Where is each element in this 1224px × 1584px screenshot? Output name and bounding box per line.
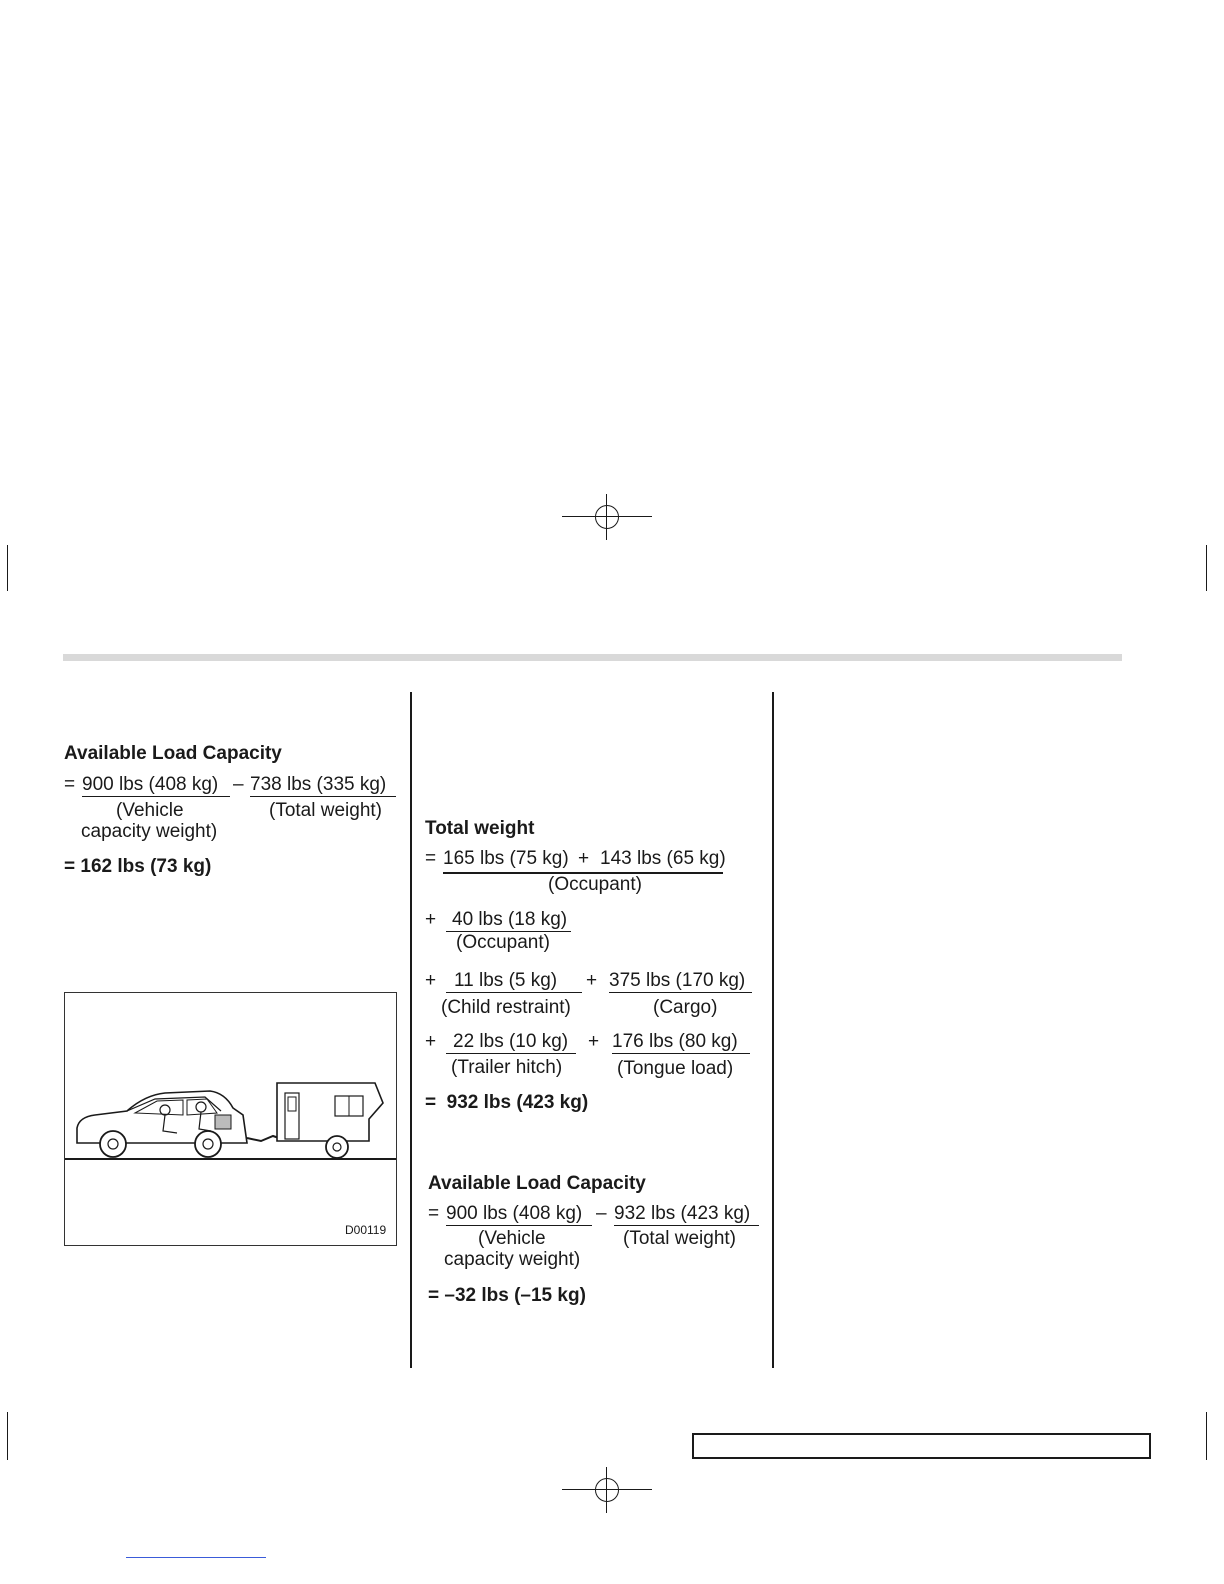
available-load-capacity-heading-2: Available Load Capacity (428, 1173, 646, 1194)
total-weight-result: = 932 lbs (423 kg) (425, 1092, 589, 1113)
page-tab-box (692, 1433, 1151, 1459)
row2-sign: + (425, 909, 437, 930)
alc-label-capacity-weight: capacity weight) (444, 1249, 581, 1270)
row1-term-a: 165 lbs (75 kg) (443, 848, 569, 869)
row2-label-occupant: (Occupant) (456, 932, 550, 953)
alc-label-total-weight: (Total weight) (623, 1228, 736, 1249)
row4-label-tongue-load: (Tongue load) (617, 1058, 734, 1079)
row4-plus: + (588, 1031, 600, 1052)
figure-code: D00119 (345, 1223, 387, 1237)
total-weight-heading: Total weight (425, 818, 535, 839)
alc-result: = –32 lbs (–15 kg) (428, 1285, 586, 1306)
crop-mark-right-lower (1206, 1412, 1207, 1460)
equation-term-vehicle-capacity: 900 lbs (408 kg) (82, 774, 230, 797)
header-band (63, 654, 1122, 661)
row3-plus: + (586, 970, 598, 991)
label-vehicle: (Vehicle (116, 800, 184, 821)
available-load-capacity-heading: Available Load Capacity (64, 743, 282, 764)
crop-mark-left-upper (7, 545, 8, 591)
alc-term-total-weight: 932 lbs (423 kg) (614, 1203, 759, 1226)
alc-term-vehicle-capacity: 900 lbs (408 kg) (446, 1203, 592, 1226)
crop-mark-right-upper (1206, 545, 1207, 591)
row4-term-a: 22 lbs (10 kg) (446, 1031, 576, 1054)
registration-mark-bottom-circle (595, 1478, 619, 1502)
vehicle-with-trailer-illustration (65, 993, 396, 1245)
label-total-weight: (Total weight) (269, 800, 382, 821)
row4-term-b: 176 lbs (80 kg) (612, 1031, 750, 1054)
row3-term-a: 11 lbs (5 kg) (446, 970, 582, 993)
row4-label-trailer-hitch: (Trailer hitch) (451, 1057, 563, 1078)
column-divider-2 (772, 692, 774, 1368)
row1-label-occupant: (Occupant) (548, 874, 642, 895)
row3-label-child-restraint: (Child restraint) (441, 997, 571, 1018)
row1-sign: = (425, 848, 437, 869)
available-load-result: = 162 lbs (73 kg) (64, 856, 212, 877)
equation-term-total-weight: 738 lbs (335 kg) (250, 774, 396, 797)
row4-sign: + (425, 1031, 437, 1052)
alc-eq-sign: = (428, 1203, 440, 1224)
equation-minus: – (233, 774, 244, 795)
alc-minus: – (596, 1203, 607, 1224)
column-divider-1 (410, 692, 412, 1368)
label-capacity-weight: capacity weight) (81, 821, 218, 842)
registration-mark-top-circle (595, 505, 619, 529)
vehicle-trailer-figure (64, 992, 397, 1246)
row1-term-b: 143 lbs (65 kg) (600, 848, 726, 869)
row1-plus: + (578, 848, 590, 869)
row2-term-a: 40 lbs (18 kg) (446, 909, 571, 932)
crop-mark-left-lower (7, 1412, 8, 1460)
alc-label-vehicle: (Vehicle (478, 1228, 546, 1249)
equation-eq-sign: = (64, 774, 76, 795)
footer-link-underline (126, 1557, 266, 1558)
row3-term-b: 375 lbs (170 kg) (609, 970, 752, 993)
row3-label-cargo: (Cargo) (653, 997, 718, 1018)
row3-sign: + (425, 970, 437, 991)
